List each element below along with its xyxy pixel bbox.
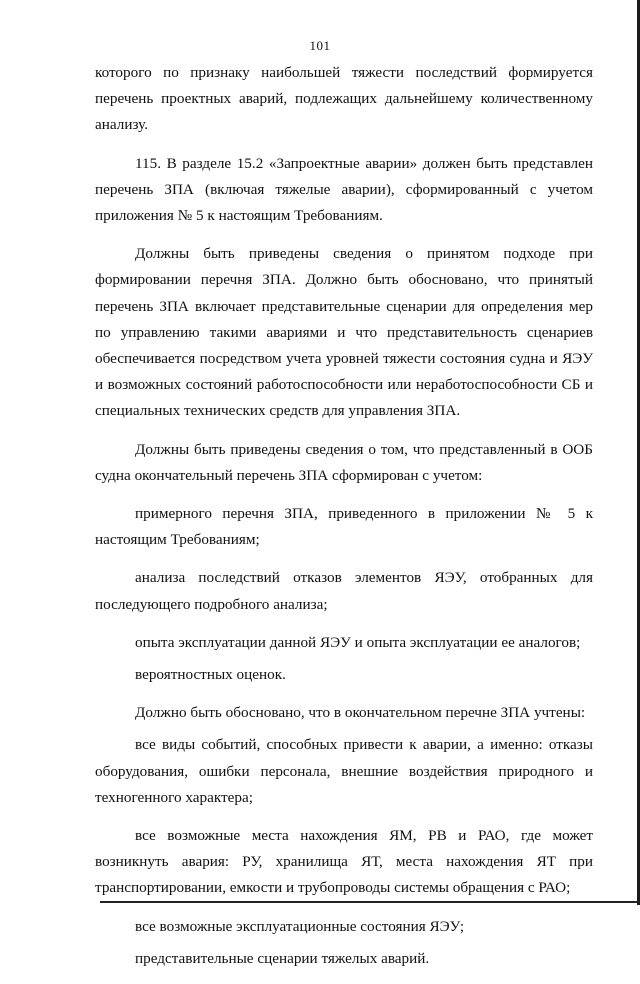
- list-item: анализа последствий отказов элементов ЯЭУ, отобранных для последующего подробного анализа;: [95, 569, 593, 613]
- list-item: все виды событий, способных привести к аварии, а именно: отказы оборудования, ошибки персонала, внешние воздействия природного и техногенного характера;: [95, 736, 593, 806]
- paragraph: 115. В разделе 15.2 «Запроектные аварии» должен быть представлен перечень ЗПА (включая тяжелые аварии), сформированный с учетом приложения № 5 к настоящим Требованиям.: [95, 154, 593, 225]
- page-number: 101: [309, 38, 331, 53]
- list-item: все возможные эксплуатационные состояния ЯЭУ;: [135, 917, 465, 935]
- paragraph: Должно быть обосновано, что в окончательном перечне ЗПА учтены:: [135, 704, 586, 722]
- scan-border-bottom: [100, 901, 640, 903]
- list-item: опыта эксплуатации данной ЯЭУ и опыта эксплуатации ее аналогов;: [135, 633, 581, 651]
- list-item: все возможные места нахождения ЯМ, РВ и РАО, где может возникнуть авария: РУ, хранилища ЯТ, места нахождения ЯТ при транспортировании, емкости и трубопроводы системы обращения с РАО;: [95, 827, 593, 897]
- paragraph: Должны быть приведены сведения о том, что представленный в ООБ судна окончательный перечень ЗПА сформирован с учетом:: [95, 440, 593, 484]
- list-item: представительные сценарии тяжелых аварий.: [135, 949, 430, 967]
- paragraph: Должны быть приведены сведения о принятом подходе при формировании перечня ЗПА. Должно быть обосновано, что принятый перечень ЗПА включает представительные сценарии для определения мер по управлению такими авариями и что представительность сценариев обеспечивается посредством учета уровней тяжести состояния судна и ЯЭУ и возможных состояний работоспособности или неработоспособности СБ и специальных технических средств для управления ЗПА.: [95, 245, 593, 420]
- document-body: [95, 60, 593, 984]
- list-item: примерного перечня ЗПА, приведенного в приложении № 5 к настоящим Требованиям;: [95, 505, 593, 549]
- list-item: вероятностных оценок.: [135, 666, 286, 684]
- paragraph: которого по признаку наибольшей тяжести последствий формируется перечень проектных аварий, подлежащих дальнейшему количественному анализу.: [95, 64, 593, 134]
